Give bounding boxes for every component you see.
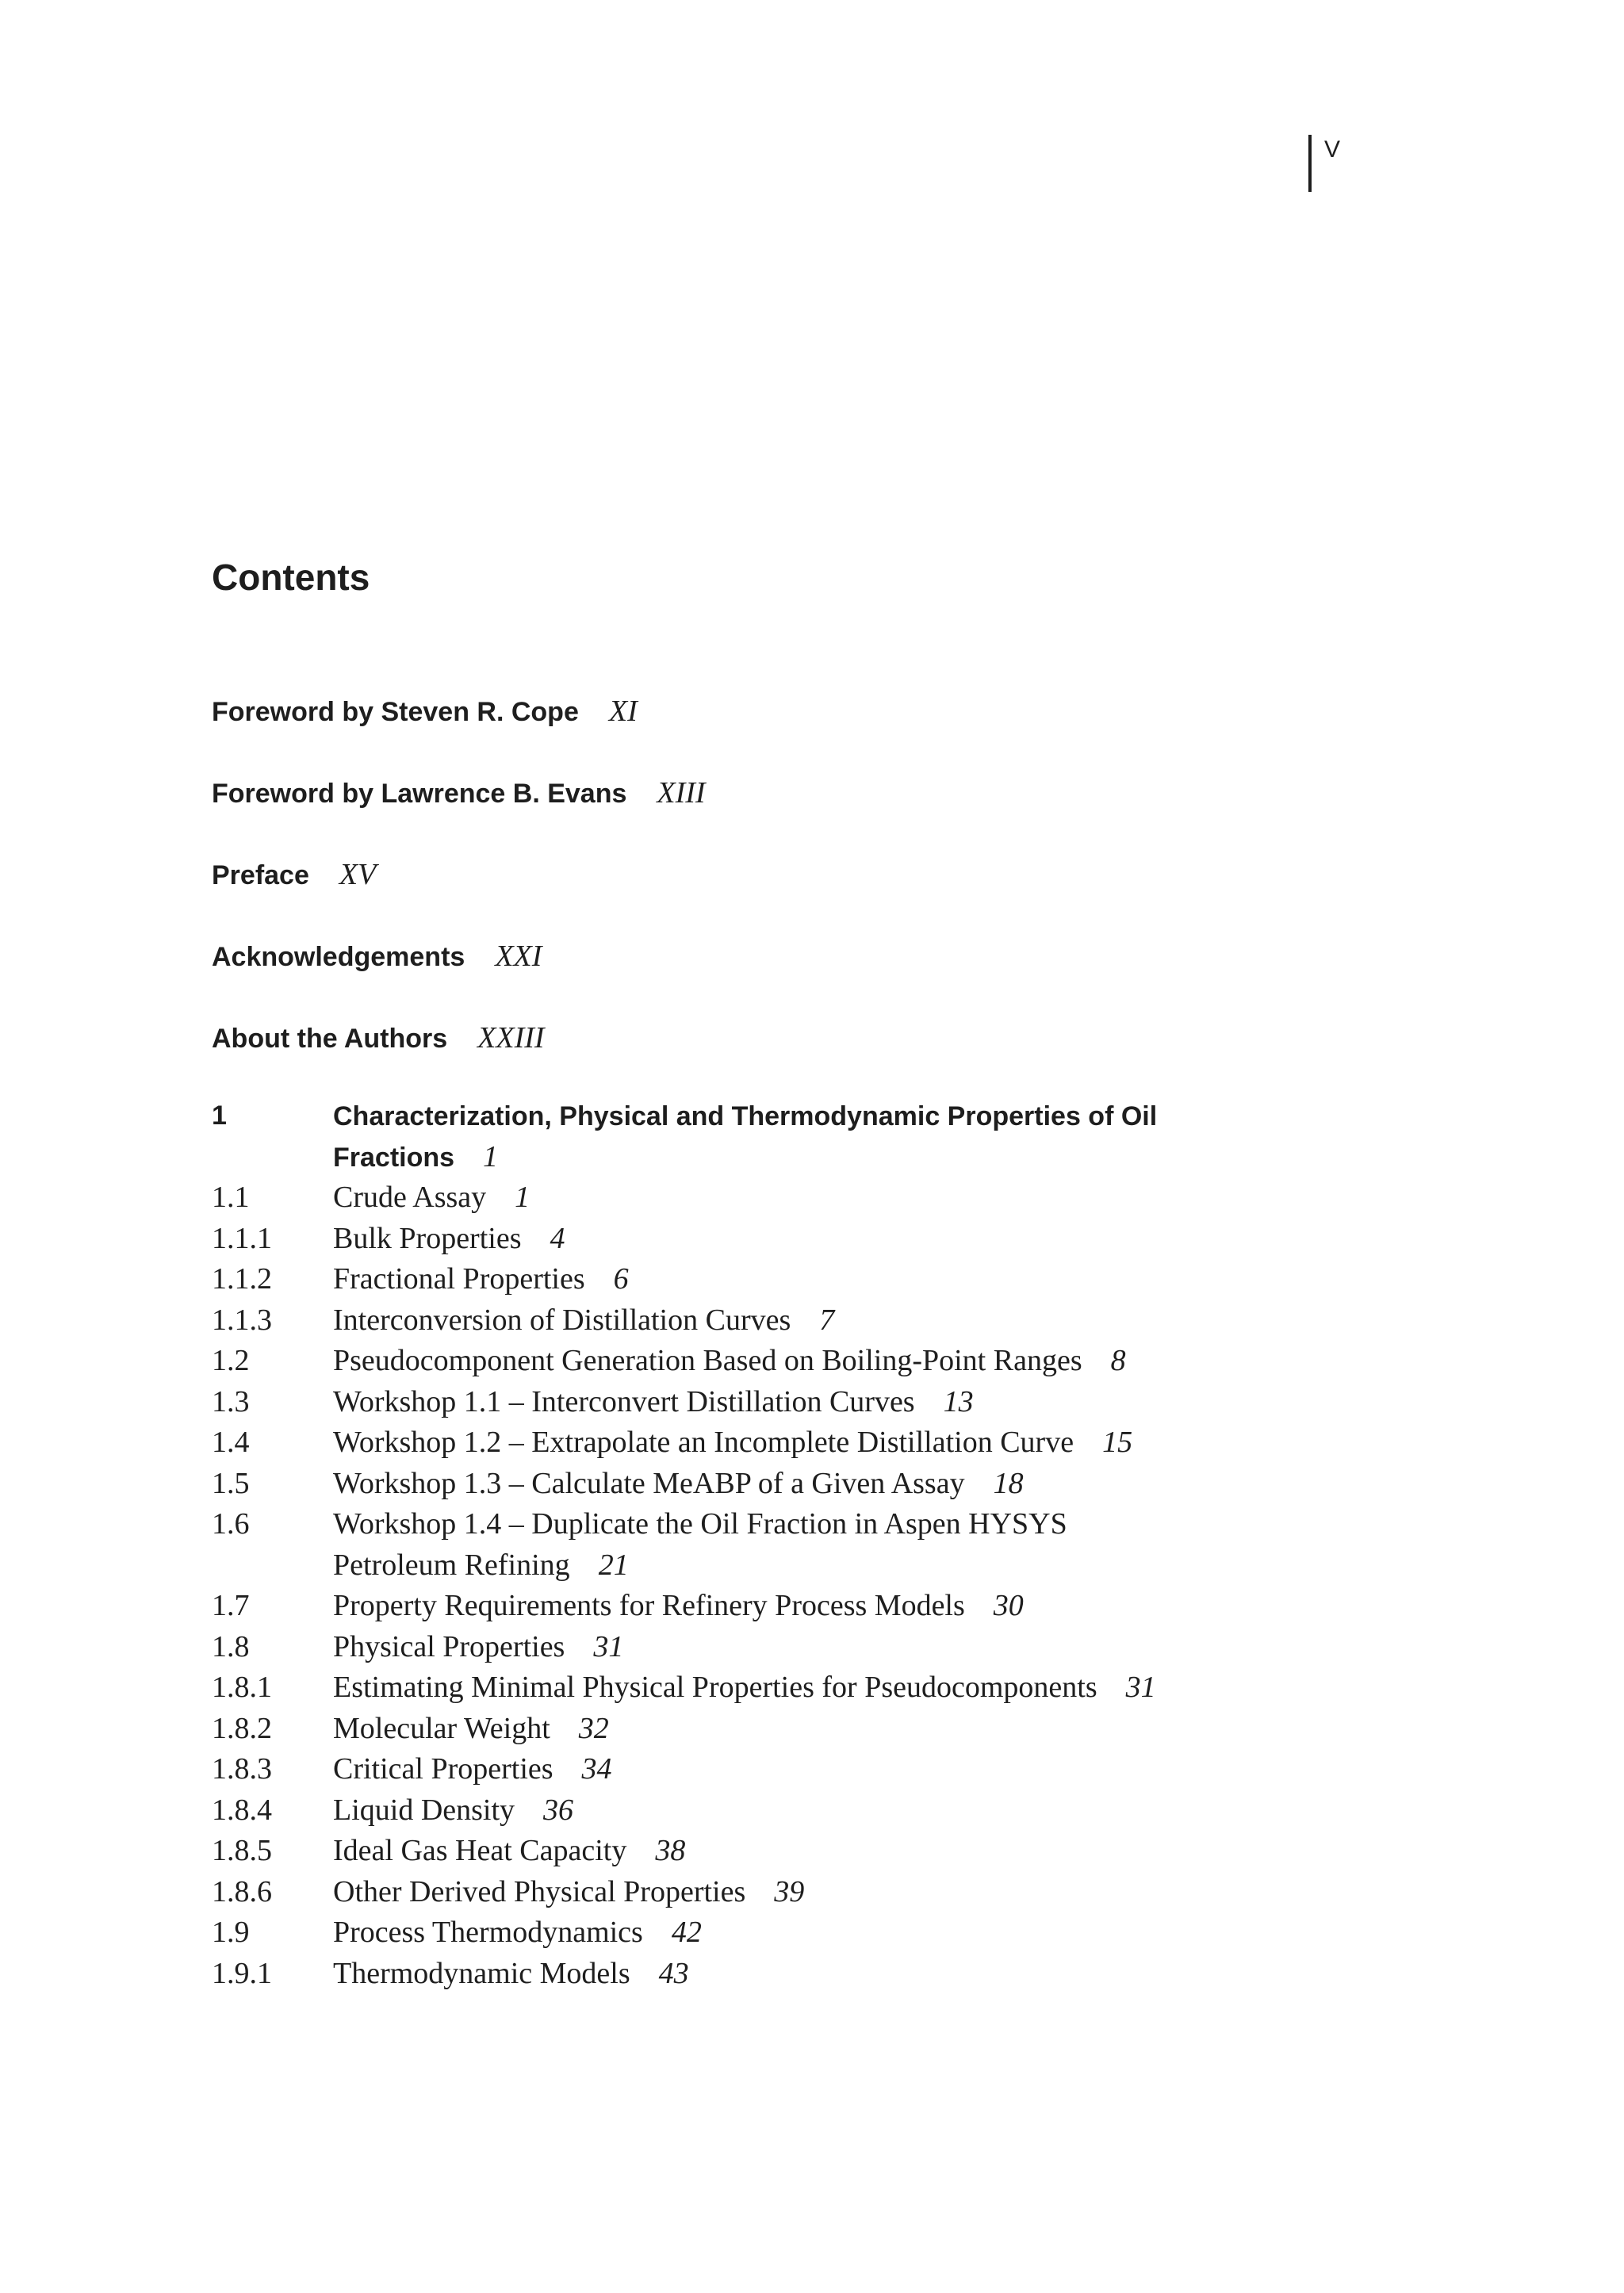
toc-page: 31	[593, 1629, 624, 1663]
toc-title	[333, 1341, 1126, 1382]
toc-number: 1.4	[212, 1426, 250, 1459]
toc-title-text: Physical Properties	[333, 1629, 565, 1663]
toc-title-text: Thermodynamic Models	[333, 1956, 630, 1990]
toc-page: 18	[993, 1466, 1024, 1500]
toc-title	[333, 1545, 629, 1587]
toc-title-text: Liquid Density	[333, 1793, 515, 1827]
toc-entry[interactable]	[212, 1709, 1354, 1750]
toc-number: 1.9	[212, 1916, 250, 1949]
toc-number: 1.8.5	[212, 1834, 272, 1867]
toc-entry-continued[interactable]	[212, 1545, 1354, 1587]
toc-title	[333, 1504, 1096, 1545]
toc-page: 32	[578, 1711, 609, 1745]
toc-list	[212, 1096, 1354, 1994]
front-matter-item[interactable]	[212, 855, 376, 894]
toc-title-text: Interconversion of Distillation Curves	[333, 1303, 791, 1337]
toc-title	[333, 1137, 498, 1179]
toc-number: 1	[212, 1101, 227, 1131]
toc-title-text: Characterization, Physical and Thermodynamic Properties of Oil	[333, 1101, 1158, 1131]
toc-number: 1.8	[212, 1629, 250, 1663]
toc-number: 1.1	[212, 1181, 250, 1214]
toc-page: 31	[1125, 1671, 1156, 1704]
front-matter-page: XXI	[495, 940, 542, 973]
toc-number: 1.9.1	[212, 1956, 272, 1990]
toc-title-text: Workshop 1.2 – Extrapolate an Incomplete Distillation Curve	[333, 1426, 1074, 1459]
toc-title	[333, 1667, 1156, 1709]
toc-page: 36	[543, 1793, 574, 1827]
front-matter-page: XXIII	[477, 1021, 545, 1055]
toc-number: 1.6	[212, 1507, 250, 1541]
header-rule	[1308, 135, 1312, 192]
page-number: V	[1324, 136, 1341, 163]
toc-number: 1.5	[212, 1466, 250, 1500]
toc-number: 1.8.4	[212, 1793, 272, 1827]
toc-title-text: Property Requirements for Refinery Process Models	[333, 1589, 965, 1622]
toc-page: 34	[581, 1752, 612, 1786]
toc-number: 1.1.2	[212, 1262, 272, 1296]
toc-title	[333, 1382, 974, 1423]
toc-number: 1.2	[212, 1344, 250, 1377]
toc-page: 43	[658, 1956, 689, 1990]
toc-title-text: Bulk Properties	[333, 1221, 522, 1255]
toc-title	[333, 1954, 689, 1995]
toc-number: 1.1.1	[212, 1221, 272, 1255]
toc-entry[interactable]	[212, 1954, 1354, 1995]
toc-number: 1.8.3	[212, 1752, 272, 1786]
toc-title-text: Molecular Weight	[333, 1711, 550, 1745]
toc-title	[333, 1422, 1132, 1464]
front-matter-item[interactable]	[212, 1018, 545, 1058]
toc-title-text: Workshop 1.1 – Interconvert Distillation Curves	[333, 1384, 915, 1418]
toc-title	[333, 1259, 629, 1300]
toc-entry[interactable]	[212, 1341, 1354, 1382]
toc-chapter-entry[interactable]	[212, 1096, 1354, 1137]
front-matter-title: Acknowledgements	[212, 942, 465, 972]
toc-title-text: Pseudocomponent Generation Based on Boiling-Point Ranges	[333, 1344, 1082, 1377]
toc-title	[333, 1749, 612, 1790]
toc-entry[interactable]	[212, 1300, 1354, 1342]
toc-chapter-entry-continued[interactable]	[212, 1137, 1354, 1178]
toc-title-text: Other Derived Physical Properties	[333, 1874, 746, 1908]
toc-page: 39	[774, 1874, 805, 1908]
toc-entry[interactable]	[212, 1872, 1354, 1913]
toc-title-text: Ideal Gas Heat Capacity	[333, 1834, 627, 1867]
toc-entry[interactable]	[212, 1586, 1354, 1627]
toc-page: 21	[598, 1548, 629, 1582]
toc-number: 1.8.6	[212, 1874, 272, 1908]
toc-page: 38	[655, 1834, 686, 1867]
toc-entry[interactable]	[212, 1219, 1354, 1260]
toc-title	[333, 1096, 1185, 1138]
toc-page: 15	[1102, 1426, 1133, 1459]
toc-page: 42	[671, 1916, 702, 1949]
contents-heading: Contents	[212, 557, 370, 598]
toc-entry[interactable]	[212, 1667, 1354, 1709]
front-matter-page: XI	[608, 695, 638, 728]
front-matter-item[interactable]	[212, 936, 542, 976]
toc-page: 13	[943, 1384, 974, 1418]
toc-number: 1.3	[212, 1384, 250, 1418]
toc-title	[333, 1831, 685, 1872]
toc-title-text: Estimating Minimal Physical Properties for Pseudocomponents	[333, 1671, 1097, 1704]
front-matter-title: About the Authors	[212, 1024, 448, 1054]
toc-entry[interactable]	[212, 1831, 1354, 1872]
toc-title	[333, 1790, 573, 1832]
toc-title-text: Petroleum Refining	[333, 1548, 570, 1582]
toc-title	[333, 1464, 1024, 1505]
toc-entry[interactable]	[212, 1177, 1354, 1219]
front-matter-item[interactable]	[212, 773, 706, 813]
toc-entry[interactable]	[212, 1790, 1354, 1832]
toc-entry[interactable]	[212, 1382, 1354, 1423]
front-matter-page: XIII	[657, 776, 706, 810]
toc-page: 1	[515, 1181, 530, 1214]
toc-title-text: Fractional Properties	[333, 1262, 585, 1296]
toc-title	[333, 1872, 804, 1913]
toc-entry[interactable]	[212, 1627, 1354, 1668]
toc-page: 7	[819, 1303, 835, 1337]
front-matter-title: Foreword by Steven R. Cope	[212, 697, 579, 727]
toc-number: 1.7	[212, 1589, 250, 1622]
toc-entry[interactable]	[212, 1749, 1354, 1790]
toc-title	[333, 1219, 565, 1260]
toc-page: 1	[483, 1139, 499, 1173]
toc-title	[333, 1912, 702, 1954]
front-matter-page: XV	[339, 858, 377, 891]
toc-entry[interactable]	[212, 1259, 1354, 1300]
toc-title	[333, 1709, 609, 1750]
toc-title	[333, 1627, 623, 1668]
toc-page: 6	[613, 1262, 629, 1296]
front-matter-title: Preface	[212, 860, 309, 890]
toc-number: 1.8.1	[212, 1671, 272, 1704]
toc-title	[333, 1177, 530, 1219]
toc-title-text: Workshop 1.4 – Duplicate the Oil Fraction in Aspen HYSYS	[333, 1507, 1067, 1541]
toc-title	[333, 1300, 834, 1342]
toc-entry[interactable]	[212, 1422, 1354, 1464]
toc-page: 30	[993, 1589, 1024, 1622]
toc-title	[333, 1586, 1024, 1627]
toc-page: 8	[1110, 1344, 1126, 1377]
toc-entry[interactable]	[212, 1464, 1354, 1505]
toc-title-text: Critical Properties	[333, 1752, 553, 1786]
toc-title-text: Process Thermodynamics	[333, 1916, 643, 1949]
front-matter-item[interactable]	[212, 691, 638, 731]
front-matter-title: Foreword by Lawrence B. Evans	[212, 779, 627, 809]
toc-title-text: Crude Assay	[333, 1181, 487, 1214]
toc-number: 1.8.2	[212, 1711, 272, 1745]
toc-entry[interactable]	[212, 1504, 1354, 1545]
toc-number: 1.1.3	[212, 1303, 272, 1337]
toc-page: 4	[550, 1221, 565, 1255]
toc-entry[interactable]	[212, 1912, 1354, 1954]
toc-title-text: Fractions	[333, 1142, 455, 1173]
toc-title-text: Workshop 1.3 – Calculate MeABP of a Given Assay	[333, 1466, 965, 1500]
